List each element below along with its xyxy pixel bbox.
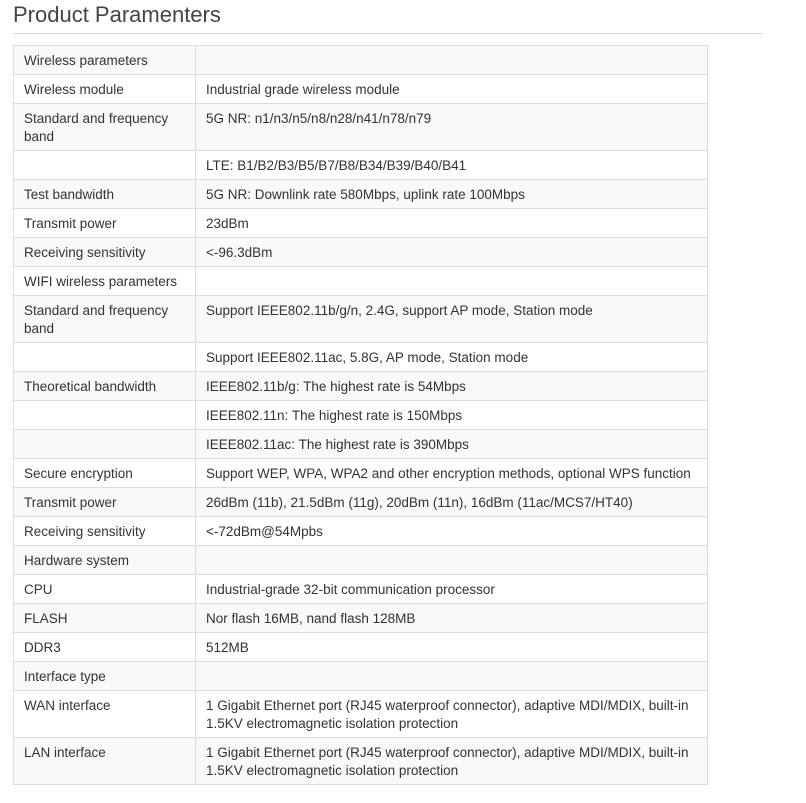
- table-row: [14, 209, 708, 238]
- table-row: [14, 633, 708, 662]
- parameter-name: CPU: [14, 575, 196, 604]
- parameter-name: Theoretical bandwidth: [14, 372, 196, 401]
- table-row: [14, 738, 708, 785]
- parameter-name: LAN interface: [14, 738, 196, 785]
- table-row: [14, 75, 708, 104]
- parameter-value: <-96.3dBm: [196, 238, 708, 267]
- title-divider: [13, 33, 763, 34]
- table-row: [14, 662, 708, 691]
- table-row: [14, 180, 708, 209]
- table-row: [14, 401, 708, 430]
- table-row: [14, 517, 708, 546]
- parameter-name: Receiving sensitivity: [14, 517, 196, 546]
- table-row: [14, 267, 708, 296]
- parameter-value: <-72dBm@54Mpbs: [196, 517, 708, 546]
- parameter-name: Wireless module: [14, 75, 196, 104]
- parameter-name: Interface type: [14, 662, 196, 691]
- parameter-name: Hardware system: [14, 546, 196, 575]
- parameter-name: [14, 401, 196, 430]
- product-parameters-table: [13, 45, 708, 785]
- parameter-value: 26dBm (11b), 21.5dBm (11g), 20dBm (11n), 16dBm (11ac/MCS7/HT40): [196, 488, 708, 517]
- parameter-name: [14, 151, 196, 180]
- table-row: [14, 604, 708, 633]
- table-row: [14, 546, 708, 575]
- parameter-name: [14, 343, 196, 372]
- parameter-value: 1 Gigabit Ethernet port (RJ45 waterproof connector), adaptive MDI/MDIX, built-in 1.5KV electromagnetic isolation protection: [196, 738, 708, 785]
- table-row: [14, 459, 708, 488]
- parameter-name: Receiving sensitivity: [14, 238, 196, 267]
- parameter-name: Standard and frequency band: [14, 104, 196, 151]
- table-row: [14, 488, 708, 517]
- table-row: [14, 238, 708, 267]
- table-row: [14, 296, 708, 343]
- parameter-value: Support WEP, WPA, WPA2 and other encryption methods, optional WPS function: [196, 459, 708, 488]
- parameter-value: Support IEEE802.11b/g/n, 2.4G, support AP mode, Station mode: [196, 296, 708, 343]
- parameter-value: [196, 546, 708, 575]
- parameter-name: DDR3: [14, 633, 196, 662]
- parameter-value: [196, 46, 708, 75]
- parameter-name: Wireless parameters: [14, 46, 196, 75]
- table-row: [14, 343, 708, 372]
- parameter-value: Industrial grade wireless module: [196, 75, 708, 104]
- parameter-name: WAN interface: [14, 691, 196, 738]
- parameter-value: IEEE802.11b/g: The highest rate is 54Mbps: [196, 372, 708, 401]
- parameter-value: 5G NR: Downlink rate 580Mbps, uplink rate 100Mbps: [196, 180, 708, 209]
- parameter-value: Industrial-grade 32-bit communication processor: [196, 575, 708, 604]
- parameter-name: [14, 430, 196, 459]
- table-row: [14, 575, 708, 604]
- table-row: [14, 104, 708, 151]
- table-row: [14, 372, 708, 401]
- parameter-value: [196, 267, 708, 296]
- parameter-value: Support IEEE802.11ac, 5.8G, AP mode, Station mode: [196, 343, 708, 372]
- parameter-value: IEEE802.11n: The highest rate is 150Mbps: [196, 401, 708, 430]
- parameter-value: Nor flash 16MB, nand flash 128MB: [196, 604, 708, 633]
- table-row: [14, 691, 708, 738]
- parameter-name: Test bandwidth: [14, 180, 196, 209]
- table-row: [14, 46, 708, 75]
- parameter-value: IEEE802.11ac: The highest rate is 390Mbps: [196, 430, 708, 459]
- parameter-value: LTE: B1/B2/B3/B5/B7/B8/B34/B39/B40/B41: [196, 151, 708, 180]
- parameter-name: Transmit power: [14, 488, 196, 517]
- parameter-name: Secure encryption: [14, 459, 196, 488]
- parameter-name: Transmit power: [14, 209, 196, 238]
- parameter-value: [196, 662, 708, 691]
- parameter-value: 23dBm: [196, 209, 708, 238]
- parameter-value: 1 Gigabit Ethernet port (RJ45 waterproof connector), adaptive MDI/MDIX, built-in 1.5KV electromagnetic isolation protection: [196, 691, 708, 738]
- parameter-value: 5G NR: n1/n3/n5/n8/n28/n41/n78/n79: [196, 104, 708, 151]
- parameter-name: Standard and frequency band: [14, 296, 196, 343]
- table-row: [14, 430, 708, 459]
- parameter-name: FLASH: [14, 604, 196, 633]
- page-title: Product Paramenters: [13, 2, 221, 27]
- table-row: [14, 151, 708, 180]
- parameter-value: 512MB: [196, 633, 708, 662]
- parameter-name: WIFI wireless parameters: [14, 267, 196, 296]
